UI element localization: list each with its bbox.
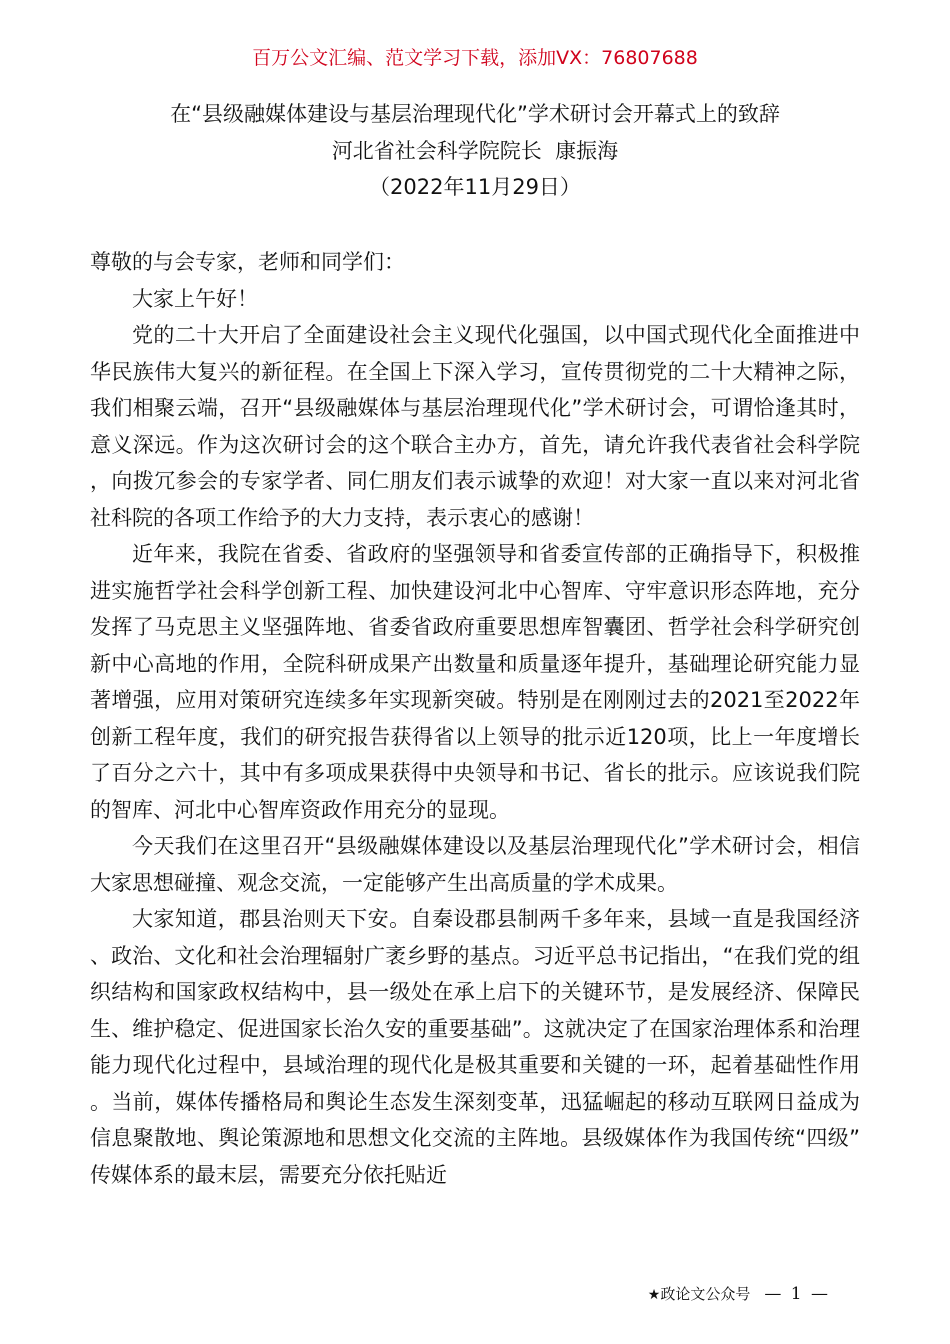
- speech-title-block: [0, 96, 950, 206]
- paragraph-greeting: 大家上午好！: [132, 286, 258, 311]
- page-footer: [648, 1282, 830, 1307]
- download-banner: 百万公文汇编、范文学习下载，添加VX：76807688: [252, 47, 698, 69]
- star-icon: ★: [647, 1287, 661, 1303]
- paragraph-county-governance: 大家知道，郡县治则天下安。自秦设郡县制两千多年来，县域一直是我国经济、政治、文化和社会治理辐射广袤乡野的基点。习近平总书记指出，“在我们党的组织结构和国家政权结构中，县一级处在承上启下的关键环节，是发展经济、保障民生、维护稳定、促进国家长治久安的重要基础”。这就决定了在国家治理体系和治理能力现代化过程中，县域治理的现代化是极其重要和关键的一环，起着基础性作用。当前，媒体传播格局和舆论生态发生深刻变革，迅猛崛起的移动互联网日益成为信息聚散地、舆论策源地和思想文化交流的主阵地。县级媒体作为我国传统“四级”传媒体系的最末层，需要充分依托贴近: [90, 907, 860, 1187]
- speech-body: [90, 244, 860, 1193]
- speaker-line: 河北省社会科学院院长 康振海: [331, 138, 619, 163]
- speech-date: （2022年11月29日）: [369, 175, 581, 199]
- paragraph-seminar: 今天我们在这里召开“县级融媒体建设以及基层治理现代化”学术研讨会，相信大家思想碰撞、观念交流，一定能够产生出高质量的学术成果。: [90, 834, 860, 895]
- footer-source: 政论文公众号: [660, 1285, 751, 1303]
- paragraph-achievements: 近年来，我院在省委、省政府的坚强领导和省委宣传部的正确指导下，积极推进实施哲学社会科学创新工程、加快建设河北中心智库、守牢意识形态阵地，充分发挥了马克思主义坚强阵地、省委省政府重要思想库智囊团、哲学社会科学研究创新中心高地的作用，全院科研成果产出数量和质量逐年提升，基础理论研究能力显著增强，应用对策研究连续多年实现新突破。特别是在刚刚过去的2021至2022年创新工程年度，我们的研究报告获得省以上领导的批示近120项，比上一年度增长了百分之六十，其中有多项成果获得中央领导和书记、省长的批示。应该说我们院的智库、河北中心智库资政作用充分的显现。: [90, 542, 860, 822]
- speech-title: 在“县级融媒体建设与基层治理现代化”学术研讨会开幕式上的致辞: [170, 102, 780, 126]
- page-number: — 1 —: [764, 1284, 830, 1304]
- salutation: 尊敬的与会专家，老师和同学们：: [90, 250, 405, 274]
- paragraph-opening: 党的二十大开启了全面建设社会主义现代化强国，以中国式现代化全面推进中华民族伟大复兴的新征程。在全国上下深入学习，宣传贯彻党的二十大精神之际，我们相聚云端，召开“县级融媒体与基层治理现代化”学术研讨会，可谓恰逢其时，意义深远。作为这次研讨会的这个联合主办方，首先，请允许我代表省社会科学院，向拨冗参会的专家学者、同仁朋友们表示诚挚的欢迎！对大家一直以来对河北省社科院的各项工作给予的大力支持，表示衷心的感谢！: [90, 323, 860, 530]
